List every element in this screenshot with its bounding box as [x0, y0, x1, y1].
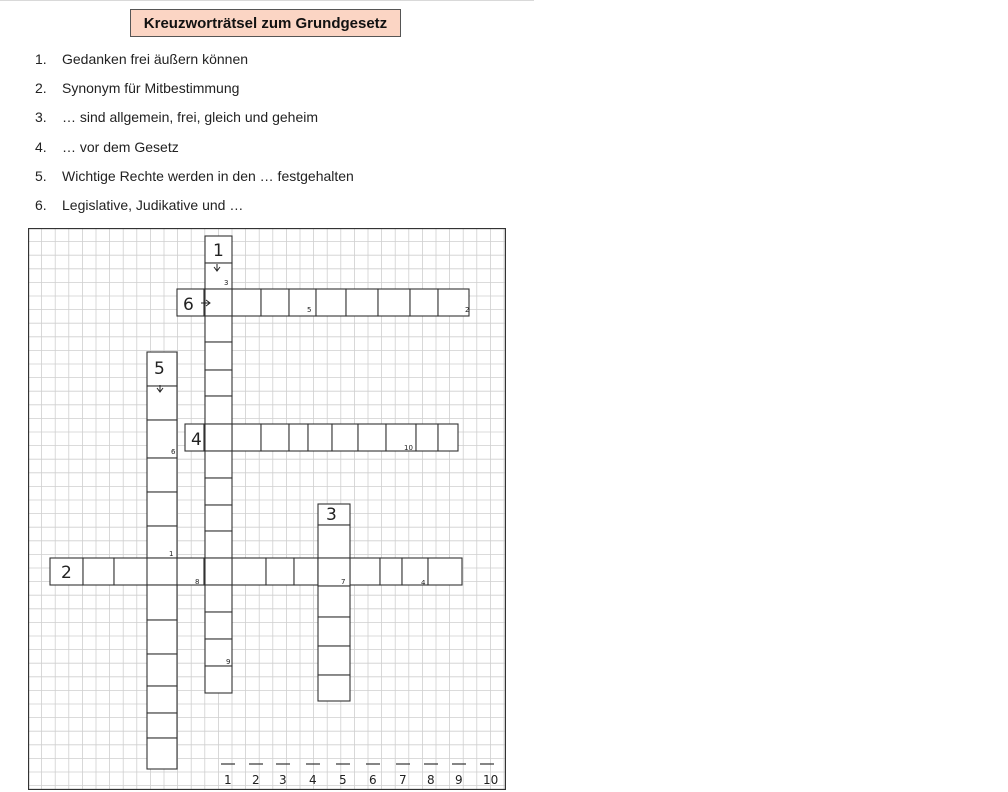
- solution-slot-number: 5: [339, 773, 347, 787]
- crossword-canvas: [28, 228, 506, 790]
- solution-marker-6: 6: [171, 448, 176, 456]
- word-number-3: 3: [326, 505, 337, 525]
- word-5-cell: [147, 585, 177, 620]
- word-1-cell: [205, 612, 232, 639]
- solution-marker-3: 3: [224, 279, 229, 287]
- word-4-cell: [438, 424, 458, 451]
- word-4-cell: [308, 424, 332, 451]
- word-number-5: 5: [154, 359, 165, 379]
- word-5-cell: [147, 558, 177, 585]
- clue-text: … sind allgemein, frei, gleich und geheim: [62, 109, 319, 126]
- word-1-cell: [205, 424, 232, 451]
- clue-number: 3.: [35, 109, 47, 126]
- clue-item: [35, 79, 354, 108]
- clue-item: [35, 196, 354, 225]
- word-5-cell: [147, 654, 177, 686]
- word-4-cell: [232, 424, 261, 451]
- clue-text: Legislative, Judikative und …: [62, 196, 244, 213]
- solution-marker-8: 8: [195, 578, 200, 586]
- clue-text: … vor dem Gesetz: [62, 138, 179, 155]
- word-1-cell: [205, 316, 232, 342]
- word-6-cell: [316, 289, 346, 316]
- word-1-cell: [205, 666, 232, 693]
- crossword-puzzle: [28, 228, 506, 790]
- solution-marker-4: 4: [421, 579, 426, 587]
- clue-item: [35, 50, 354, 79]
- solution-slot-number: 9: [455, 773, 463, 787]
- word-2-cell: [83, 558, 114, 585]
- solution-slot-number: 10: [483, 773, 499, 787]
- solution-slot-number: 2: [252, 773, 260, 787]
- word-number-2: 2: [61, 563, 72, 583]
- top-divider: [0, 0, 534, 1]
- word-4-cell: [332, 424, 358, 451]
- word-1-cell: [205, 370, 232, 396]
- word-6-cell: [232, 289, 261, 316]
- word-5-cell: [147, 492, 177, 526]
- clue-number: 6.: [35, 196, 47, 213]
- word-6-cell: [261, 289, 289, 316]
- word-6-cell: [346, 289, 378, 316]
- word-number-6: 6: [183, 295, 194, 315]
- word-6-cell: [378, 289, 410, 316]
- clue-number: 2.: [35, 80, 47, 97]
- word-5-cell: [147, 458, 177, 492]
- word-5-cell: [147, 620, 177, 654]
- solution-marker-9: 9: [226, 658, 231, 666]
- solution-marker-2: 2: [465, 306, 470, 314]
- solution-marker-7: 7: [341, 578, 346, 586]
- word-number-1: 1: [213, 241, 224, 261]
- word-2-cell: [428, 558, 462, 585]
- word-1-cell: [205, 451, 232, 478]
- solution-slot-number: 1: [224, 773, 232, 787]
- word-2-cell: [232, 558, 266, 585]
- clue-number: 4.: [35, 138, 47, 155]
- word-3-cell: [318, 646, 350, 675]
- clue-text: Gedanken frei äußern können: [62, 51, 249, 67]
- page-title: Kreuzworträtsel zum Grundgesetz: [130, 9, 401, 37]
- word-1-cell: [205, 478, 232, 505]
- word-3-cell: [318, 525, 350, 558]
- word-5-cell: [147, 713, 177, 738]
- solution-slot-number: 7: [399, 773, 407, 787]
- word-3-cell: [318, 675, 350, 701]
- word-5-cell: [147, 738, 177, 769]
- solution-row: [221, 764, 498, 787]
- clue-text: Wichtige Rechte werden in den … festgehalten: [62, 167, 354, 184]
- word-4-cell: [289, 424, 308, 451]
- word-4-cell: [358, 424, 386, 451]
- word-5-cell: [147, 386, 177, 420]
- solution-slot-number: 3: [279, 773, 287, 787]
- solution-slot-number: 8: [427, 773, 435, 787]
- word-2-cell: [266, 558, 294, 585]
- solution-slot-number: 4: [309, 773, 317, 787]
- word-1-cell: [205, 342, 232, 370]
- word-3-cell: [318, 586, 350, 617]
- word-2-cell: [114, 558, 148, 585]
- clue-item: [35, 138, 354, 167]
- word-4-cell: [416, 424, 438, 451]
- word-number-4: 4: [191, 430, 202, 450]
- word-1-cell: [205, 396, 232, 424]
- solution-slot-number: 6: [369, 773, 377, 787]
- solution-marker-1: 1: [169, 550, 174, 558]
- clue-item: [35, 167, 354, 196]
- clue-text: Synonym für Mitbestimmung: [62, 80, 240, 97]
- word-2-cell: [177, 558, 204, 585]
- word-1-cell: [205, 585, 232, 612]
- solution-marker-5: 5: [307, 306, 312, 314]
- solution-marker-10: 10: [404, 444, 413, 452]
- clue-list: [35, 50, 354, 225]
- word-1-cell: [205, 558, 232, 585]
- word-4-cell: [261, 424, 289, 451]
- clue-item: [35, 108, 354, 137]
- word-2-cell: [294, 558, 318, 585]
- word-6-cell: [289, 289, 316, 316]
- word-5-cell: [147, 686, 177, 713]
- clue-number: 5.: [35, 167, 47, 184]
- clue-number: 1.: [35, 51, 47, 67]
- word-1-cell: [205, 505, 232, 531]
- word-2-cell: [350, 558, 380, 585]
- word-1-cell: [205, 531, 232, 558]
- word-6-cell: [410, 289, 438, 316]
- word-3-cell: [318, 617, 350, 646]
- word-2-cell: [380, 558, 402, 585]
